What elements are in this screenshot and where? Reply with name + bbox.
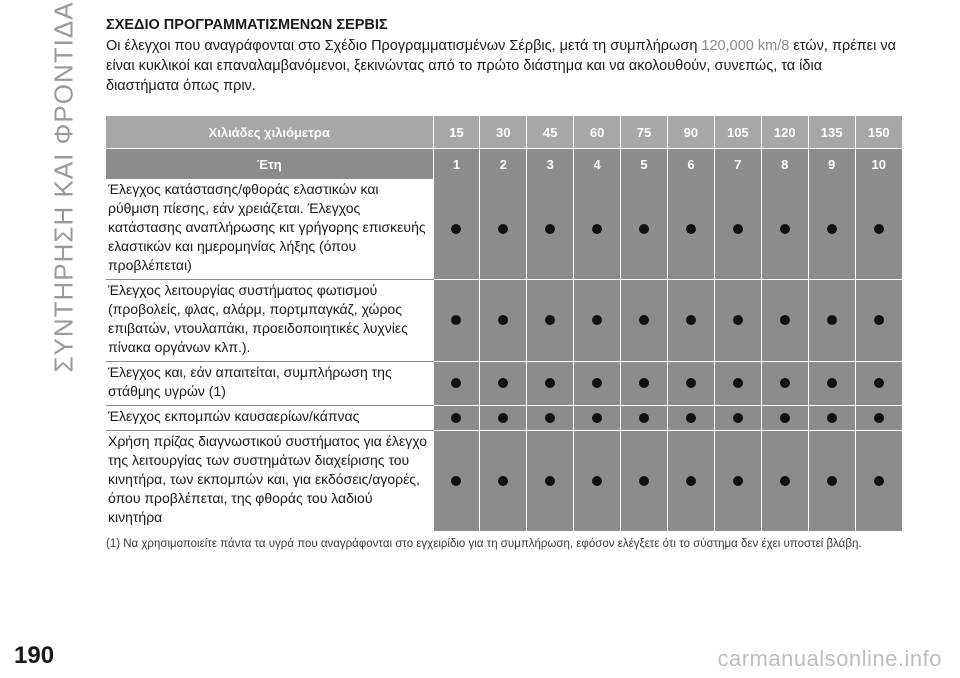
year-header-cell: 3 [527,149,574,180]
km-header-cell: 105 [714,116,761,149]
check-dot-icon [686,224,696,234]
schedule-cell [667,179,714,280]
schedule-cell [667,280,714,362]
schedule-cell [855,179,902,280]
schedule-cell [574,179,621,280]
check-dot-icon [780,413,790,423]
service-task-description: Έλεγχος κατάστασης/φθοράς ελαστικών και ρύθμιση πίεσης, εάν χρειάζεται. Έλεγχος κατάστασης αναπλήρωσης κιτ γρήγορης επισκευής ελαστικών και ημερομηνίας λήξης (όπου προβλέπεται) [106,179,433,280]
schedule-cell [480,406,527,431]
km-header-cell: 45 [527,116,574,149]
schedule-cell [714,406,761,431]
km-header-cell: 30 [480,116,527,149]
check-dot-icon [686,315,696,325]
schedule-cell [527,280,574,362]
check-dot-icon [498,378,508,388]
intro-text-1: Οι έλεγχοι που αναγράφονται στο Σχέδιο Προγραμματισμένων Σέρβις, μετά τη συμπλήρωση [106,38,702,54]
check-dot-icon [733,476,743,486]
check-dot-icon [733,413,743,423]
check-dot-icon [733,224,743,234]
schedule-cell [574,362,621,406]
check-dot-icon [639,378,649,388]
check-dot-icon [780,476,790,486]
check-dot-icon [451,476,461,486]
schedule-cell [761,362,808,406]
schedule-cell [761,406,808,431]
year-header-cell: 8 [761,149,808,180]
page-heading: ΣΧΕΔΙΟ ΠΡΟΓΡΑΜΜΑΤΙΣΜΕΝΩΝ ΣΕΡΒΙΣ [106,17,388,33]
schedule-cell [855,362,902,406]
intro-highlight: 120,000 km/8 [701,38,790,54]
year-header-cell: 4 [574,149,621,180]
check-dot-icon [451,378,461,388]
check-dot-icon [639,413,649,423]
schedule-cell [761,280,808,362]
check-dot-icon [545,315,555,325]
check-dot-icon [686,476,696,486]
table-row [106,362,902,406]
schedule-cell [527,431,574,532]
schedule-cell [855,280,902,362]
check-dot-icon [545,476,555,486]
km-header-label: Χιλιάδες χιλιόμετρα [106,116,433,149]
year-header-cell: 1 [433,149,480,180]
check-dot-icon [451,315,461,325]
schedule-cell [480,179,527,280]
check-dot-icon [592,224,602,234]
schedule-cell [621,406,668,431]
schedule-cell [808,406,855,431]
schedule-cell [433,362,480,406]
check-dot-icon [545,378,555,388]
check-dot-icon [498,413,508,423]
schedule-cell [855,406,902,431]
schedule-cell [714,280,761,362]
schedule-cell [855,431,902,532]
schedule-cell [433,179,480,280]
check-dot-icon [592,413,602,423]
years-header-label: Έτη [106,149,433,180]
service-schedule-table [106,116,902,532]
schedule-cell [667,431,714,532]
table-row [106,179,902,280]
schedule-cell [761,179,808,280]
km-header-cell: 15 [433,116,480,149]
schedule-cell [667,362,714,406]
years-header-row [106,149,902,180]
section-side-title [34,1,94,373]
check-dot-icon [639,476,649,486]
check-dot-icon [545,413,555,423]
check-dot-icon [733,315,743,325]
intro-block [106,16,902,96]
schedule-cell [621,362,668,406]
schedule-cell [433,406,480,431]
table-row [106,406,902,431]
check-dot-icon [874,413,884,423]
intro-text-2: ετών, πρέπει να είναι κυκλικοί και επαναλαμβανόμενοι, ξεκινώντας από το πρώτο διάστημα και να ακολουθούν, συνεπώς, τα ίδια διαστήματα όπως πριν. [106,38,897,94]
schedule-cell [527,362,574,406]
check-dot-icon [545,224,555,234]
check-dot-icon [498,315,508,325]
km-header-cell: 90 [667,116,714,149]
check-dot-icon [639,224,649,234]
check-dot-icon [498,224,508,234]
check-dot-icon [639,315,649,325]
km-header-cell: 150 [855,116,902,149]
service-task-description: Έλεγχος και, εάν απαιτείται, συμπλήρωση της στάθμης υγρών (1) [106,362,433,406]
schedule-cell [621,431,668,532]
schedule-cell [808,179,855,280]
year-header-cell: 6 [667,149,714,180]
check-dot-icon [686,413,696,423]
schedule-cell [527,179,574,280]
schedule-body [106,179,902,531]
page-number: 190 [14,642,55,669]
check-dot-icon [780,315,790,325]
year-header-cell: 7 [714,149,761,180]
check-dot-icon [451,413,461,423]
check-dot-icon [592,315,602,325]
check-dot-icon [780,224,790,234]
schedule-cell [621,280,668,362]
schedule-cell [808,280,855,362]
check-dot-icon [827,315,837,325]
schedule-cell [574,431,621,532]
schedule-cell [714,362,761,406]
km-header-row [106,116,902,149]
table-row [106,431,902,532]
section-side-title-text: ΣΥΝΤΗΡΗΣΗ ΚΑΙ ΦΡΟΝΤΙΔΑ [48,1,79,373]
check-dot-icon [874,315,884,325]
check-dot-icon [874,476,884,486]
check-dot-icon [592,378,602,388]
check-dot-icon [874,378,884,388]
year-header-cell: 2 [480,149,527,180]
schedule-cell [667,406,714,431]
service-task-description: Χρήση πρίζας διαγνωστικού συστήματος για έλεγχο της λειτουργίας των συστημάτων διαχείρισης του κινητήρα, των εκπομπών και, για εκδόσεις/αγορές, όπου προβλέπεται, της φθοράς του λαδιού κινητήρα [106,431,433,532]
km-header-cell: 120 [761,116,808,149]
footnote: (1) Να χρησιμοποιείτε πάντα τα υγρά που αναγράφονται στο εγχειρίδιο για τη συμπλήρωση, εφόσον ελέγξετε ότι το σύστημα δεν έχει υποστεί βλάβη. [106,538,862,550]
check-dot-icon [733,378,743,388]
schedule-cell [480,280,527,362]
schedule-cell [761,431,808,532]
schedule-cell [574,406,621,431]
schedule-cell [714,179,761,280]
check-dot-icon [592,476,602,486]
check-dot-icon [451,224,461,234]
check-dot-icon [827,378,837,388]
schedule-cell [714,431,761,532]
schedule-cell [527,406,574,431]
check-dot-icon [827,476,837,486]
check-dot-icon [827,224,837,234]
check-dot-icon [498,476,508,486]
schedule-cell [808,431,855,532]
schedule-cell [574,280,621,362]
year-header-cell: 9 [808,149,855,180]
service-task-description: Έλεγχος εκπομπών καυσαερίων/κάπνας [106,406,433,431]
schedule-cell [808,362,855,406]
check-dot-icon [686,378,696,388]
check-dot-icon [780,378,790,388]
intro-paragraph [106,36,896,96]
km-header-cell: 60 [574,116,621,149]
schedule-cell [621,179,668,280]
year-header-cell: 5 [621,149,668,180]
schedule-cell [480,362,527,406]
km-header-cell: 75 [621,116,668,149]
table-row [106,280,902,362]
schedule-cell [480,431,527,532]
schedule-cell [433,280,480,362]
watermark: carmanualsonline.info [717,646,942,671]
service-task-description: Έλεγχος λειτουργίας συστήματος φωτισμού (προβολείς, φλας, αλάρμ, πορτμπαγκάζ, χώρος επιβατών, ντουλαπάκι, προειδοποιητικές λυχνίες πίνακα οργάνων κλπ.). [106,280,433,362]
year-header-cell: 10 [855,149,902,180]
check-dot-icon [827,413,837,423]
check-dot-icon [874,224,884,234]
km-header-cell: 135 [808,116,855,149]
schedule-cell [433,431,480,532]
